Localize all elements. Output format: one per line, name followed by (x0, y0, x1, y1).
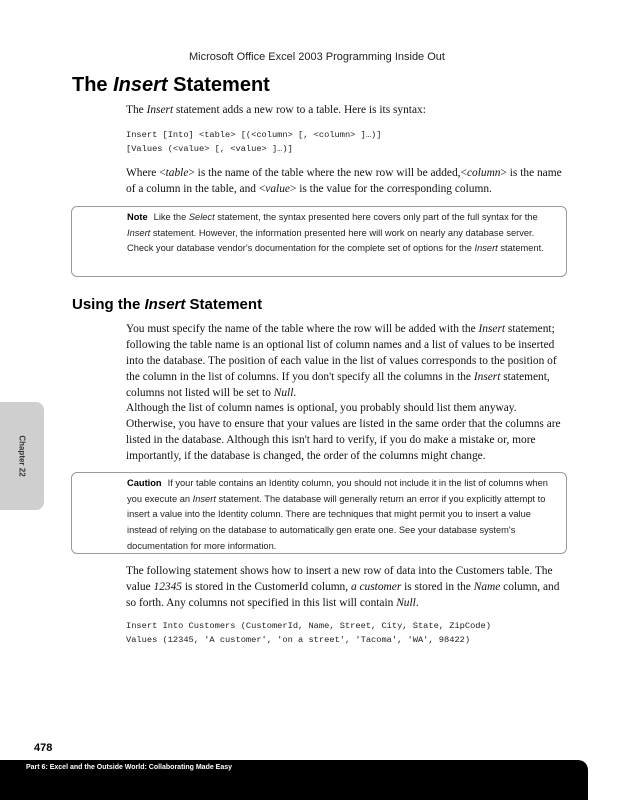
syntax-code-block: Insert [Into] <table> [(<column> [, <column> ]…)] [Values (<value> [, <value> ]…)] (126, 130, 382, 154)
example-paragraph (126, 563, 568, 611)
example-text-a: The following statement shows how to insert a new row of data into the Customers table. The value (126, 565, 553, 593)
example-text-d: column, and so forth. Any columns not specified in this list will contain (126, 581, 560, 609)
intro-text-1: The (126, 104, 147, 116)
where-paragraph (126, 165, 568, 197)
section-title (72, 74, 270, 97)
page-number: 478 (34, 742, 53, 754)
caution-label: Caution (127, 478, 162, 488)
usage-text-c: statement, columns not listed will be set to (126, 371, 550, 399)
footer-bar (0, 760, 588, 800)
section-title-em: Insert (113, 74, 168, 96)
subsection-title (72, 296, 262, 313)
subsection-title-pre: Using the (72, 296, 145, 313)
section-title-post: Statement (167, 74, 270, 96)
caution-text (127, 476, 563, 555)
caution-em-1: Insert (192, 493, 216, 504)
usage-text-a: You must specify the name of the table where the row will be added with the (126, 323, 479, 335)
note-text-1: Like the (153, 212, 189, 222)
note-text-3: statement. However, the information presented here will work on nearly any database server. Check your database vendor's documentation for the complete set of options for the (127, 227, 535, 254)
note-em-1: Select (188, 212, 215, 222)
caution-text-1: If your table contains an Identity column, you should not include it in the list of columns when you execute an (127, 478, 548, 504)
section-title-pre: The (72, 74, 114, 96)
where-text-3: > is the name of a column in the table, and < (126, 167, 562, 195)
intro-em: Insert (146, 104, 174, 116)
note-label: Note (127, 212, 148, 222)
where-text-2: > is the name of the table where the new row will be added,< (188, 167, 467, 179)
footer-text: Part 6: Excel and the Outside World: Collaborating Made Easy (26, 764, 233, 771)
note-text (127, 210, 563, 257)
running-header: Microsoft Office Excel 2003 Programming Inside Out (189, 51, 445, 63)
note-text-4: statement. (497, 243, 544, 254)
example-text-e: . (415, 597, 419, 609)
subsection-title-em: Insert (144, 296, 186, 313)
chapter-tab (0, 402, 44, 510)
note-em-2: Insert (127, 227, 151, 238)
usage-paragraph-2: Although the list of column names is optional, you probably should list them anyway. Otherwise, you have to ensure that your values are listed in the same order that the columns are listed in the database. Although this isn't hard to verify, if you do make a mistake or, more importantly, if the database is changed, the order of the columns might change. (126, 402, 561, 462)
usage-paragraph-1 (126, 321, 568, 401)
where-em-value: value (265, 183, 290, 195)
usage-em-1: Insert (478, 323, 506, 335)
where-em-table: table (165, 167, 189, 179)
usage-text-d: . (293, 387, 297, 399)
example-em-1: 12345 (153, 581, 182, 593)
note-em-3: Insert (474, 243, 498, 254)
intro-text-2: statement adds a new row to a table. Here is its syntax: (173, 104, 426, 116)
example-em-2: a customer (350, 581, 402, 593)
subsection-title-post: Statement (185, 296, 263, 313)
example-em-4: Null (396, 597, 416, 609)
where-em-column: column (466, 167, 501, 179)
usage-em-3: Null (273, 387, 294, 399)
intro-paragraph (126, 102, 568, 118)
example-text-c: is stored in the (401, 581, 474, 593)
usage-text-b: statement; following the table name is an optional list of column names and a list of values to be inserted into the database. The position of each value in the list of values corresponds to the position of the column in the list of columns. If you don't specify all the columns in the (126, 323, 557, 383)
example-code-block: Insert Into Customers (CustomerId, Name, Street, City, State, ZipCode) Values (12345, 'A customer', 'on a street', 'Tacoma', 'WA', 98422) (126, 621, 491, 645)
usage-em-2: Insert (473, 371, 501, 383)
where-text-4: > is the value for the corresponding column. (289, 183, 492, 195)
note-text-2: statement, the syntax presented here covers only part of the full syntax for the (214, 212, 538, 222)
example-text-b: is stored in the CustomerId column, (182, 581, 351, 593)
example-em-3: Name (473, 581, 501, 593)
caution-text-2: statement. The database will generally return an error if you explicitly attempt to insert a value into the Identity column. There are techniques that might permit you to insert a value instead of relying on the database to automatically gen erate one. See your database system's documentation for more information. (127, 493, 546, 551)
chapter-tab-label: Chapter 22 (17, 435, 27, 477)
where-text-1: Where < (126, 167, 166, 179)
note-box (71, 206, 567, 277)
caution-box (71, 472, 567, 554)
